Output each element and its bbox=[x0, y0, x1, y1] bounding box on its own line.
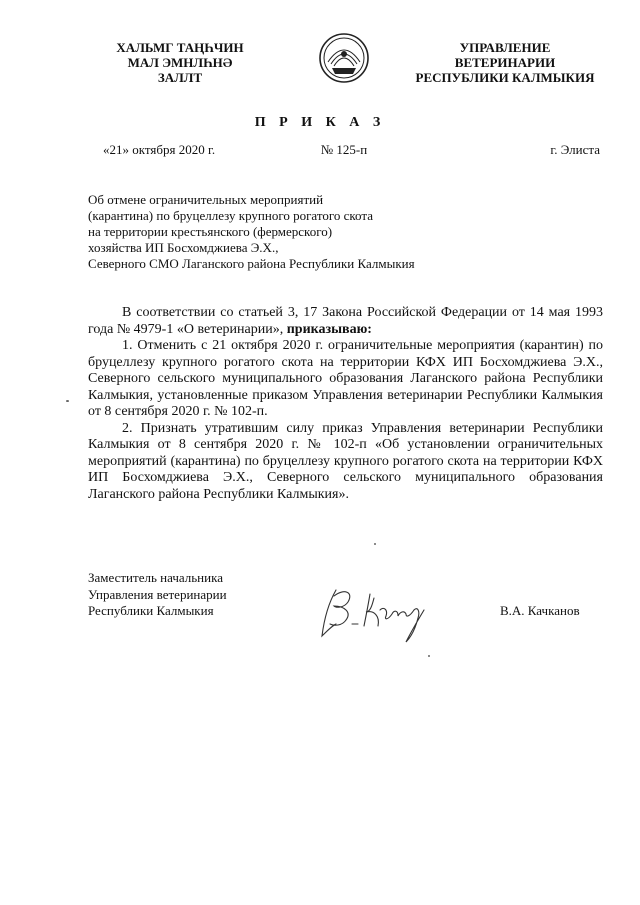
subject-line: на территории крестьянского (фермерского) bbox=[88, 224, 333, 239]
document-subject bbox=[88, 192, 508, 272]
document-body bbox=[88, 305, 603, 503]
preamble-text: В соответствии со статьей 3, 17 Закона Российской Федерации от 14 мая 1993 года № 4979-1 «О ветеринарии», bbox=[88, 305, 603, 337]
signer-position-line: Заместитель начальника bbox=[88, 570, 223, 585]
header-left-line: ЗАЛЛТ bbox=[157, 70, 203, 85]
document-number: № 125-п bbox=[320, 142, 368, 157]
scan-speck bbox=[66, 400, 69, 402]
emblem-icon bbox=[318, 32, 370, 84]
scan-speck bbox=[374, 543, 376, 545]
subject-line: (карантина) по бруцеллезу крупного рогатого скота bbox=[88, 208, 373, 223]
handwritten-signature bbox=[314, 580, 444, 650]
header-left-line: ХАЛЬМГ ТАҢҺЧИН bbox=[116, 40, 244, 55]
document-city: г. Элиста bbox=[550, 142, 600, 157]
subject-line: хозяйства ИП Босхомджиева Э.Х., bbox=[88, 240, 279, 255]
header-right-line: РЕСПУБЛИКИ КАЛМЫКИЯ bbox=[415, 70, 595, 85]
order-item-1: 1. Отменить с 21 октября 2020 г. ограничительные мероприятия (карантин) по бруцеллезу крупного рогатого скота на территории КФХ ИП Босхомджиева Э.Х., Северного сельского муниципального образования Лаганского района Республики Калмыкия, установленные приказом Управления ветеринарии Республики Калмыкия от 8 сентября 2020 г. № 102-п. bbox=[88, 338, 603, 419]
subject-line: Северного СМО Лаганского района Республики Калмыкия bbox=[88, 256, 415, 271]
order-word: приказываю: bbox=[286, 321, 372, 337]
header-right-line: УПРАВЛЕНИЕ bbox=[459, 40, 551, 55]
signer-name: В.А. Качканов bbox=[500, 603, 580, 618]
document-title: П Р И К А З bbox=[254, 115, 386, 130]
signer-position bbox=[88, 570, 227, 620]
order-item-2: 2. Признать утратившим силу приказ Управления ветеринарии Республики Калмыкия от 8 сентября 2020 г. № 102-п «Об установлении ограничительных мероприятий (карантина) по бруцеллезу крупного рогатого скота на территории КФХ ИП Босхомджиева Э.Х., Северного сельского муниципального образования Лаганского района Республики Калмыкия». bbox=[88, 420, 603, 502]
header-left-line: МАЛ ЭМНЛҺНӘ bbox=[127, 55, 233, 70]
preamble-paragraph bbox=[88, 305, 603, 338]
document-date: «21» октября 2020 г. bbox=[103, 142, 216, 157]
subject-line: Об отмене ограничительных мероприятий bbox=[88, 192, 324, 207]
signer-position-line: Республики Калмыкия bbox=[88, 603, 214, 618]
header-left-org bbox=[100, 40, 260, 85]
header-right-line: ВЕТЕРИНАРИИ bbox=[454, 55, 556, 70]
header-right-org bbox=[405, 40, 605, 85]
scan-speck bbox=[428, 655, 430, 657]
signer-position-line: Управления ветеринарии bbox=[88, 586, 227, 602]
